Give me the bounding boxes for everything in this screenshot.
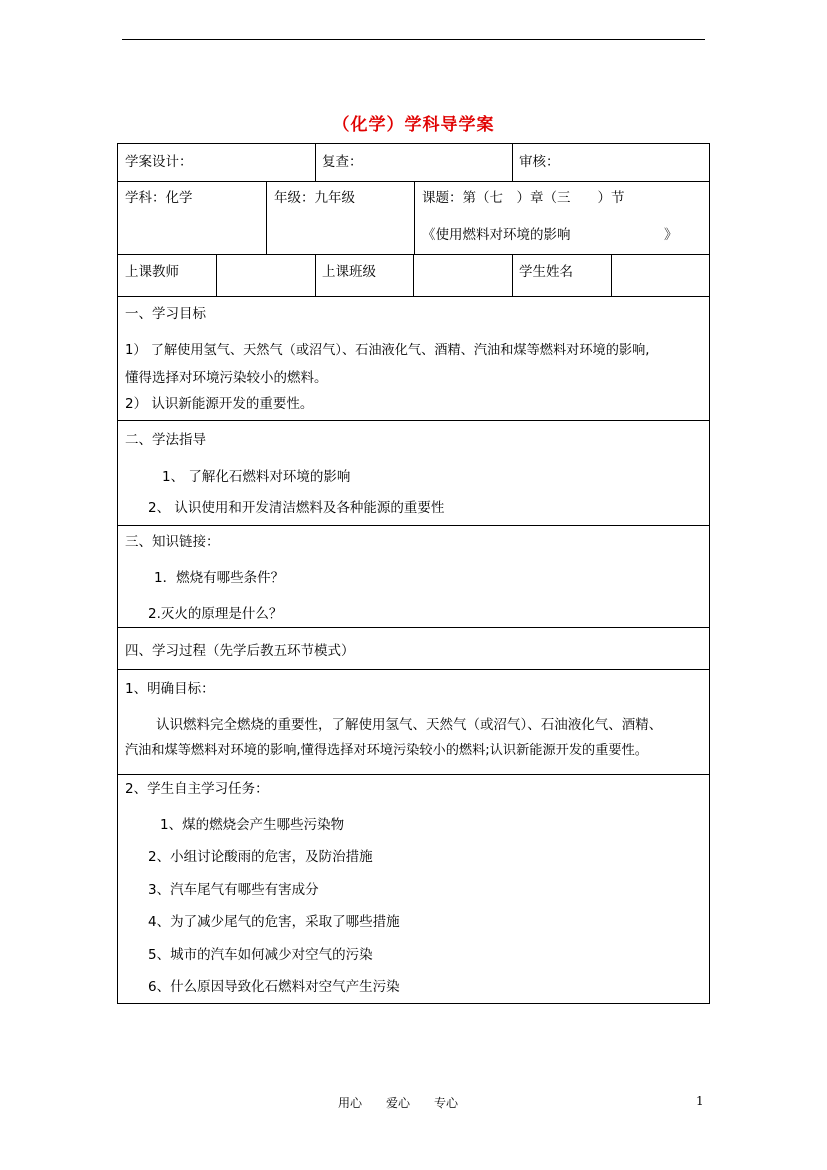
page-title: （化学）学科导学案 — [332, 115, 495, 135]
topic-title: 《使用燃料对环境的影响 — [422, 227, 571, 243]
objective-item-cont: 懂得选择对环境污染较小的燃料。 — [125, 370, 328, 386]
student-label: 学生姓名 — [519, 264, 573, 280]
task-item: 5、城市的汽车如何减少对空气的污染 — [148, 947, 373, 963]
row-divider — [118, 525, 709, 526]
col-divider — [414, 181, 415, 254]
objective-item: 1） 了解使用氢气、天然气（或沼气）、石油液化气、酒精、汽油和煤等燃料对环境的影响, — [125, 343, 650, 358]
col-divider — [216, 254, 217, 296]
lesson-plan-table — [117, 143, 710, 1004]
col-divider — [315, 254, 316, 296]
section-heading: 三、知识链接： — [125, 534, 220, 550]
row-divider — [118, 296, 709, 297]
knowledge-item: 1．燃烧有哪些条件？ — [154, 570, 285, 586]
task-item: 2、小组讨论酸雨的危害，及防治措施 — [148, 849, 373, 865]
task-item: 6、什么原因导致化石燃料对空气产生污染 — [148, 979, 400, 995]
design-label: 学案设计： — [125, 154, 193, 170]
row-divider — [118, 627, 709, 628]
footer-motto: 用心 爱心 专心 — [338, 1096, 459, 1110]
subject-label: 学科：化学 — [125, 190, 193, 206]
section-heading: 四、学习过程（先学后教五环节模式） — [125, 643, 355, 659]
row-divider — [118, 774, 709, 775]
row-divider — [118, 669, 709, 670]
section-heading: 一、学习目标 — [125, 306, 206, 322]
col-divider — [512, 144, 513, 181]
method-item: 2、 认识使用和开发清洁燃料及各种能源的重要性 — [148, 500, 445, 516]
header-rule — [122, 39, 705, 40]
review-label: 复查： — [322, 154, 363, 170]
col-divider — [266, 181, 267, 254]
objective-item: 2） 认识新能源开发的重要性。 — [125, 396, 314, 412]
goal-paragraph-cont: 汽油和煤等燃料对环境的影响,懂得选择对环境污染较小的燃料;认识新能源开发的重要性。 — [125, 743, 648, 758]
col-divider — [315, 144, 316, 181]
topic-title-close: 》 — [664, 227, 678, 243]
col-divider — [611, 254, 612, 296]
topic-label: 课题：第（七 ）章（三 ）节 — [422, 190, 625, 206]
audit-label: 审核： — [519, 154, 560, 170]
col-divider — [413, 254, 414, 296]
grade-label: 年级：九年级 — [274, 190, 355, 206]
teacher-label: 上课教师 — [125, 264, 179, 280]
page-number: 1 — [696, 1094, 704, 1108]
task-item: 1、煤的燃烧会产生哪些污染物 — [160, 817, 345, 833]
goal-paragraph: 认识燃料完全燃烧的重要性，了解使用氢气、天然气（或沼气）、石油液化气、酒精、 — [156, 717, 663, 733]
class-label: 上课班级 — [322, 264, 376, 280]
section-heading: 1、明确目标： — [125, 681, 215, 697]
task-item: 4、为了减少尾气的危害，采取了哪些措施 — [148, 914, 400, 930]
method-item: 1、 了解化石燃料对环境的影响 — [162, 469, 351, 485]
section-heading: 二、学法指导 — [125, 432, 206, 448]
task-item: 3、汽车尾气有哪些有害成分 — [148, 882, 319, 898]
row-divider — [118, 420, 709, 421]
section-heading: 2、学生自主学习任务： — [125, 781, 269, 797]
col-divider — [512, 254, 513, 296]
knowledge-item: 2.灭火的原理是什么？ — [148, 606, 283, 622]
